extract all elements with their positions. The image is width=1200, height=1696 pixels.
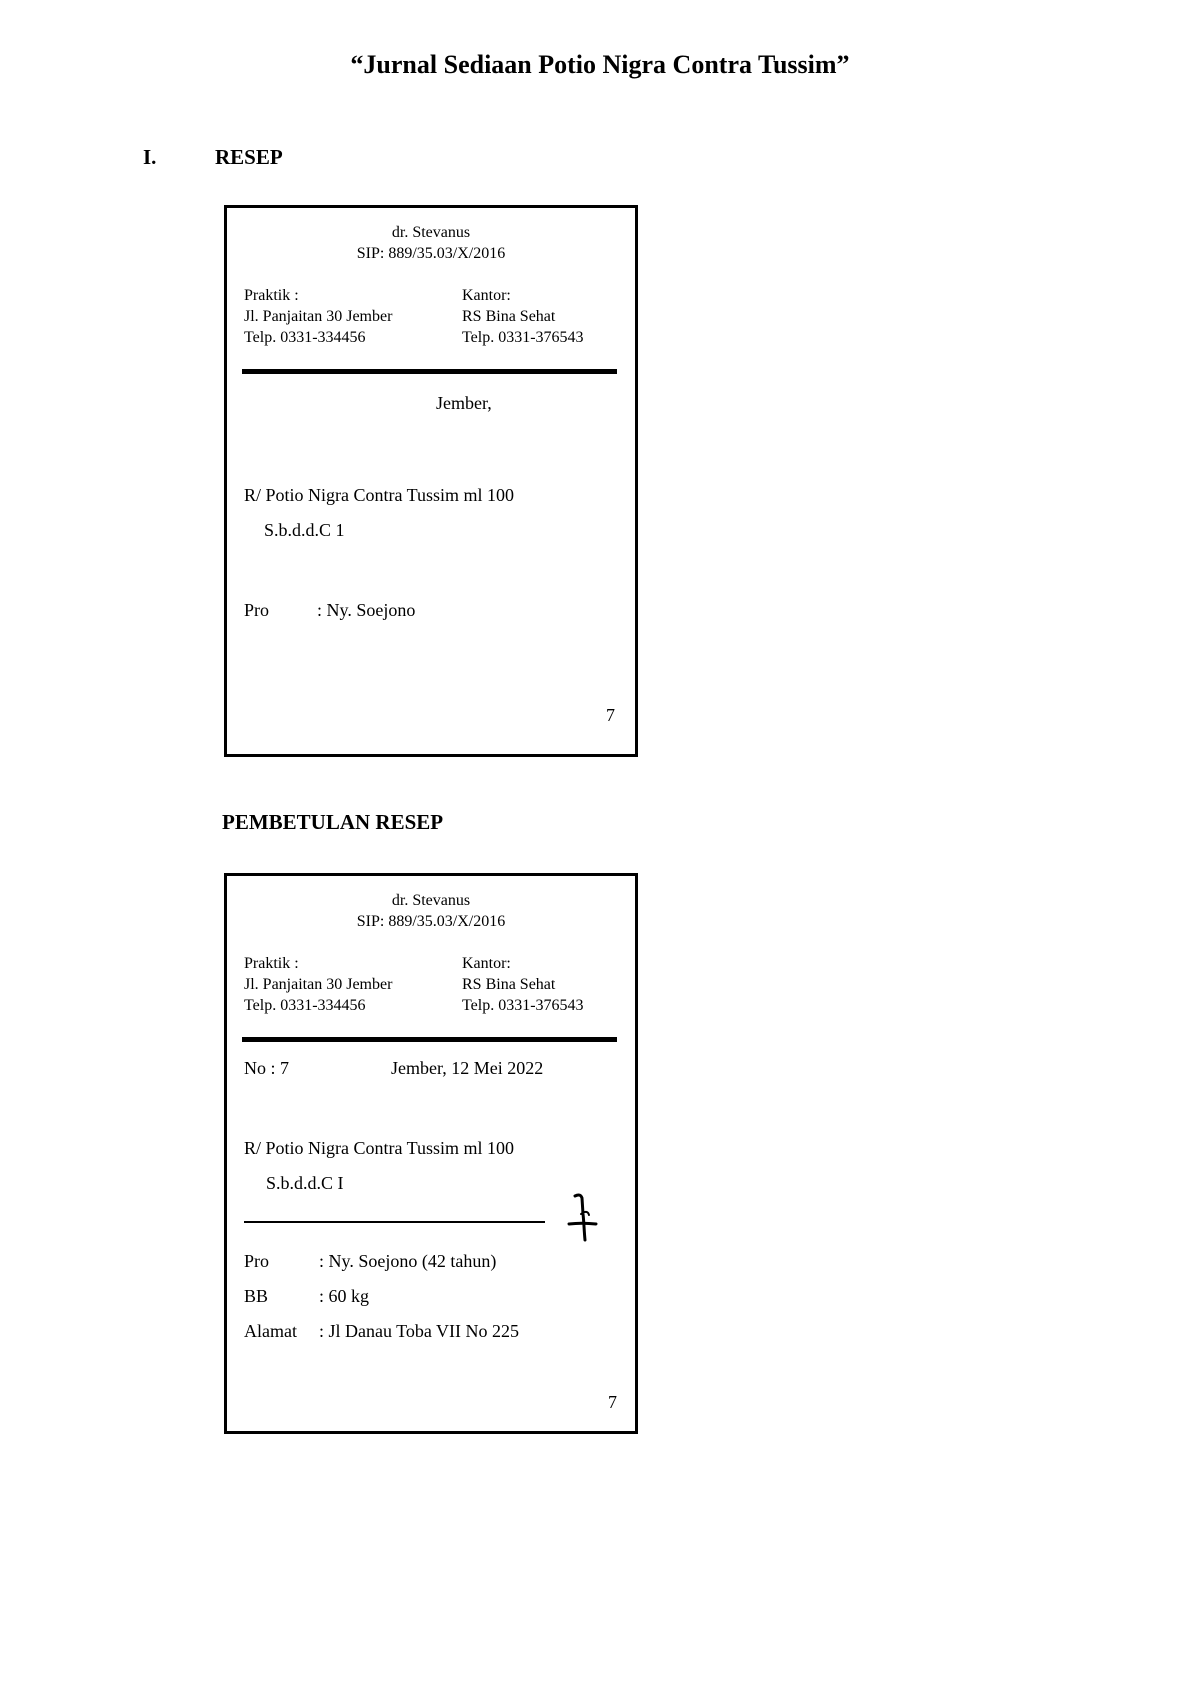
bb-label: BB (244, 1286, 269, 1306)
section-title: RESEP (215, 145, 283, 169)
doctor-sip: SIP: 889/35.03/X/2016 (356, 913, 506, 930)
office-label: Kantor: (462, 955, 511, 972)
prescription-number: No : 7 (244, 1058, 289, 1078)
practice-phone: Telp. 0331-334456 (244, 997, 366, 1014)
pro-label: Pro (244, 1251, 270, 1271)
office-phone: Telp. 0331-376543 (462, 997, 584, 1014)
practice-phone: Telp. 0331-334456 (244, 329, 366, 346)
practice-address: Jl. Panjaitan 30 Jember (244, 976, 393, 993)
signa-line: S.b.d.d.C 1 (264, 520, 345, 540)
pro-value: : Ny. Soejono (42 tahun) (319, 1251, 497, 1271)
document-title: “Jurnal Sediaan Potio Nigra Contra Tussim” (350, 50, 850, 79)
practice-label: Praktik : (244, 287, 299, 304)
page-number: 7 (608, 1392, 617, 1412)
address-value: : Jl Danau Toba VII No 225 (319, 1321, 520, 1341)
city-date: Jember, 12 Mei 2022 (391, 1058, 544, 1078)
office-label: Kantor: (462, 287, 511, 304)
pro-label: Pro (244, 600, 270, 620)
pro-value: : Ny. Soejono (317, 600, 416, 620)
address-label: Alamat (244, 1321, 297, 1341)
corrected-prescription-card (224, 873, 638, 1434)
office-phone: Telp. 0331-376543 (462, 329, 584, 346)
bb-value: : 60 kg (319, 1286, 370, 1306)
practice-address: Jl. Panjaitan 30 Jember (244, 308, 393, 325)
practice-label: Praktik : (244, 955, 299, 972)
office-name: RS Bina Sehat (462, 976, 556, 993)
doctor-sip: SIP: 889/35.03/X/2016 (356, 245, 506, 262)
header-divider (242, 1037, 617, 1042)
doctor-name: dr. Stevanus (391, 892, 471, 909)
office-name: RS Bina Sehat (462, 308, 556, 325)
recipe-line: R/ Potio Nigra Contra Tussim ml 100 (244, 485, 515, 505)
page-number: 7 (606, 705, 615, 725)
doctor-name: dr. Stevanus (391, 224, 471, 241)
city-date: Jember, (436, 393, 492, 413)
section-number: I. (143, 145, 157, 169)
signature-line (244, 1221, 545, 1223)
correction-title: PEMBETULAN RESEP (222, 810, 444, 834)
header-divider (242, 369, 617, 374)
signa-line: S.b.d.d.C I (266, 1173, 344, 1193)
recipe-line: R/ Potio Nigra Contra Tussim ml 100 (244, 1138, 515, 1158)
doctor-signature (567, 1190, 601, 1244)
prescription-card (224, 205, 638, 757)
